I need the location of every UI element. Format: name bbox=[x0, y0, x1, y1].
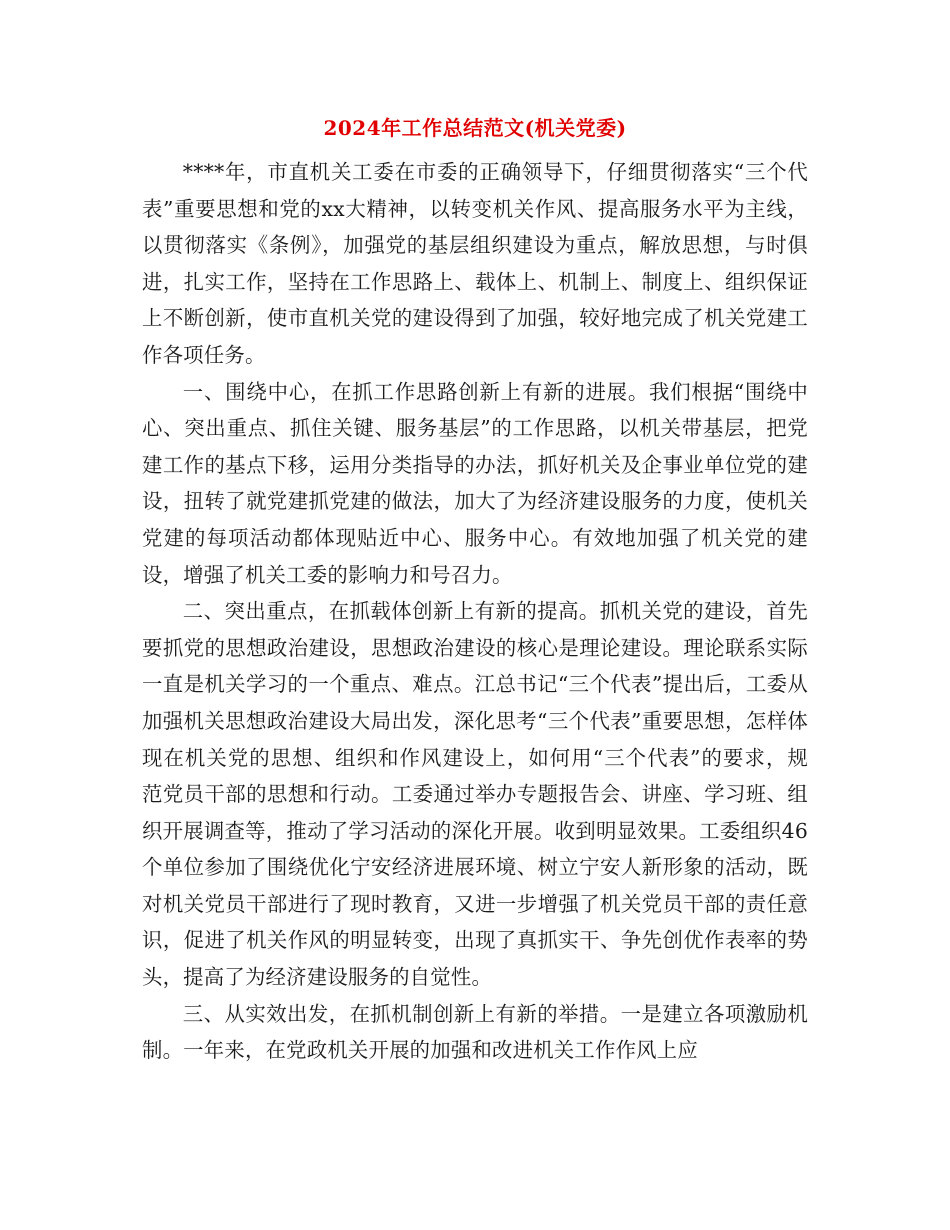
paragraph-section-3: 三、从实效出发，在抓机制创新上有新的举措。一是建立各项激励机制。一年来，在党政机关开展的加强和改进机关工作作风上应 bbox=[142, 1001, 808, 1063]
paragraph-section-1: 一、围绕中心，在抓工作思路创新上有新的进展。我们根据“围绕中心、突出重点、抓住关键、服务基层”的工作思路，以机关带基层，把党建工作的基点下移，运用分类指导的办法，抓好机关及企事业单位党的建设，扭转了就党建抓党建的做法，加大了为经济建设服务的力度，使机关党建的每项活动都体现贴近中心、服务中心。有效地加强了机关党的建设，增强了机关工委的影响力和号召力。 bbox=[142, 379, 808, 587]
document-title: 2024年工作总结范文(机关党委) bbox=[323, 116, 627, 140]
paragraph-intro: ****年，市直机关工委在市委的正确领导下，仔细贯彻落实“三个代表”重要思想和党的xx大精神，以转变机关作风、提高服务水平为主线，以贯彻落实《条例》，加强党的基层组织建设为重点，解放思想，与时俱进，扎实工作，坚持在工作思路上、载体上、机制上、制度上、组织保证上不断创新，使市直机关党的建设得到了加强，较好地完成了机关党建工作各项任务。 bbox=[142, 160, 808, 367]
paragraph-section-2: 二、突出重点，在抓载体创新上有新的提高。抓机关党的建设，首先要抓党的思想政治建设，思想政治建设的核心是理论建设。理论联系实际一直是机关学习的一个重点、难点。江总书记“三个代表”提出后，工委从加强机关思想政治建设大局出发，深化思考“三个代表”重要思想，怎样体现在机关党的思想、组织和作风建设上，如何用“三个代表”的要求，规 范党员干部的思想和行动。工委通过举办专题报告会、讲座、学习班、组织开展调查等，推动了学习活动的深化开展。收到明显效果。工委组织46个单位参加了围绕优化宁安经济进展环境、树立宁安人新形象的活动，既对机关党员干部进行了现时教育，又进一步增强了机关党员干部的责任意识，促进了机关作风的明显转变，出现了真抓实干、争先创优作表率的势头，提高了为经济建设服务的自觉性。 bbox=[142, 599, 808, 990]
document-body bbox=[142, 154, 808, 1069]
